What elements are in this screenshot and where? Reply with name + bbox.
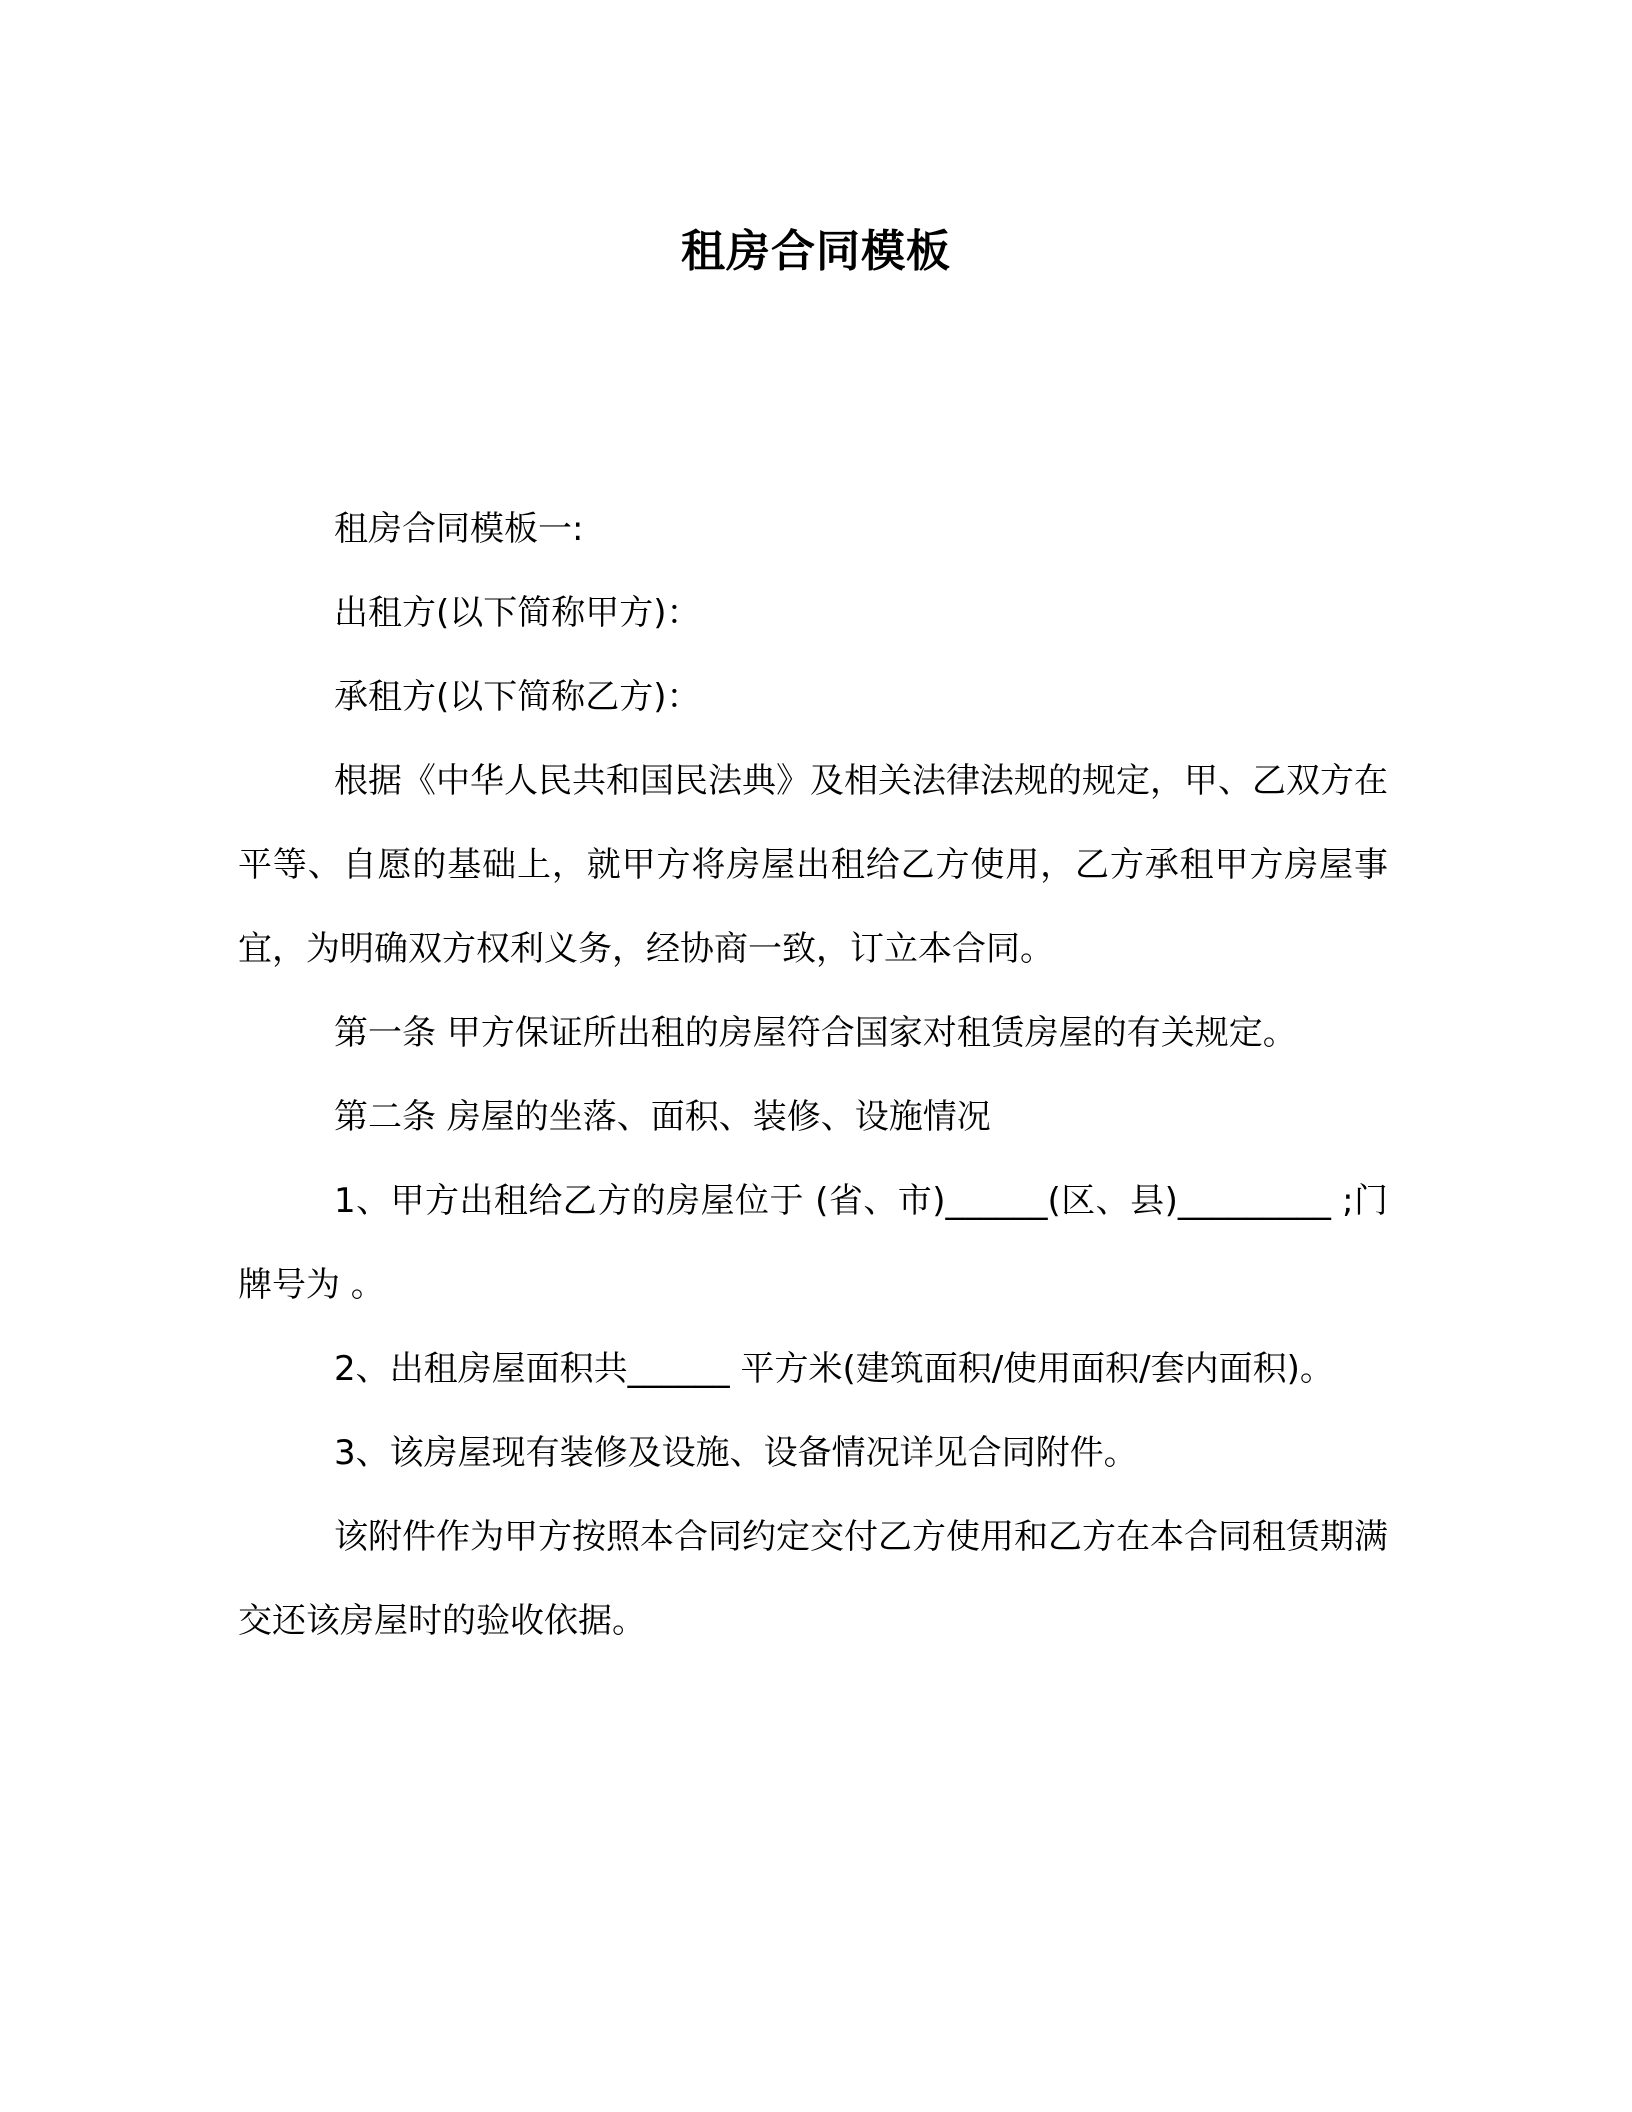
paragraph-clause-1: 1、甲方出租给乙方的房屋位于 (省、市)______(区、县)_________ ;门牌号为 。 — [238, 1181, 1388, 1305]
paragraph-clause-3: 3、该房屋现有装修及设施、设备情况详见合同附件。 — [334, 1433, 1138, 1473]
paragraph-lessee: 承租方(以下简称乙方)： — [334, 677, 701, 717]
paragraph-article-2: 第二条 房屋的坐落、面积、装修、设施情况 — [334, 1097, 991, 1137]
paragraph-template-heading: 租房合同模板一: — [334, 509, 584, 549]
paragraph-clause-2: 2、出租房屋面积共______ 平方米(建筑面积/使用面积/套内面积)。 — [334, 1349, 1334, 1389]
paragraph-attachment-note: 该附件作为甲方按照本合同约定交付乙方使用和乙方在本合同租赁期满交还该房屋时的验收依据。 — [238, 1517, 1388, 1641]
document-title: 租房合同模板 — [681, 226, 951, 277]
paragraph-lessor: 出租方(以下简称甲方)： — [334, 593, 701, 633]
paragraph-article-1: 第一条 甲方保证所出租的房屋符合国家对租赁房屋的有关规定。 — [334, 1013, 1297, 1053]
document-body — [238, 487, 1388, 1663]
paragraph-preamble: 根据《中华人民共和国民法典》及相关法律法规的规定，甲、乙双方在平等、自愿的基础上，就甲方将房屋出租给乙方使用，乙方承租甲方房屋事宜，为明确双方权利义务，经协商一致，订立本合同。 — [238, 761, 1388, 969]
